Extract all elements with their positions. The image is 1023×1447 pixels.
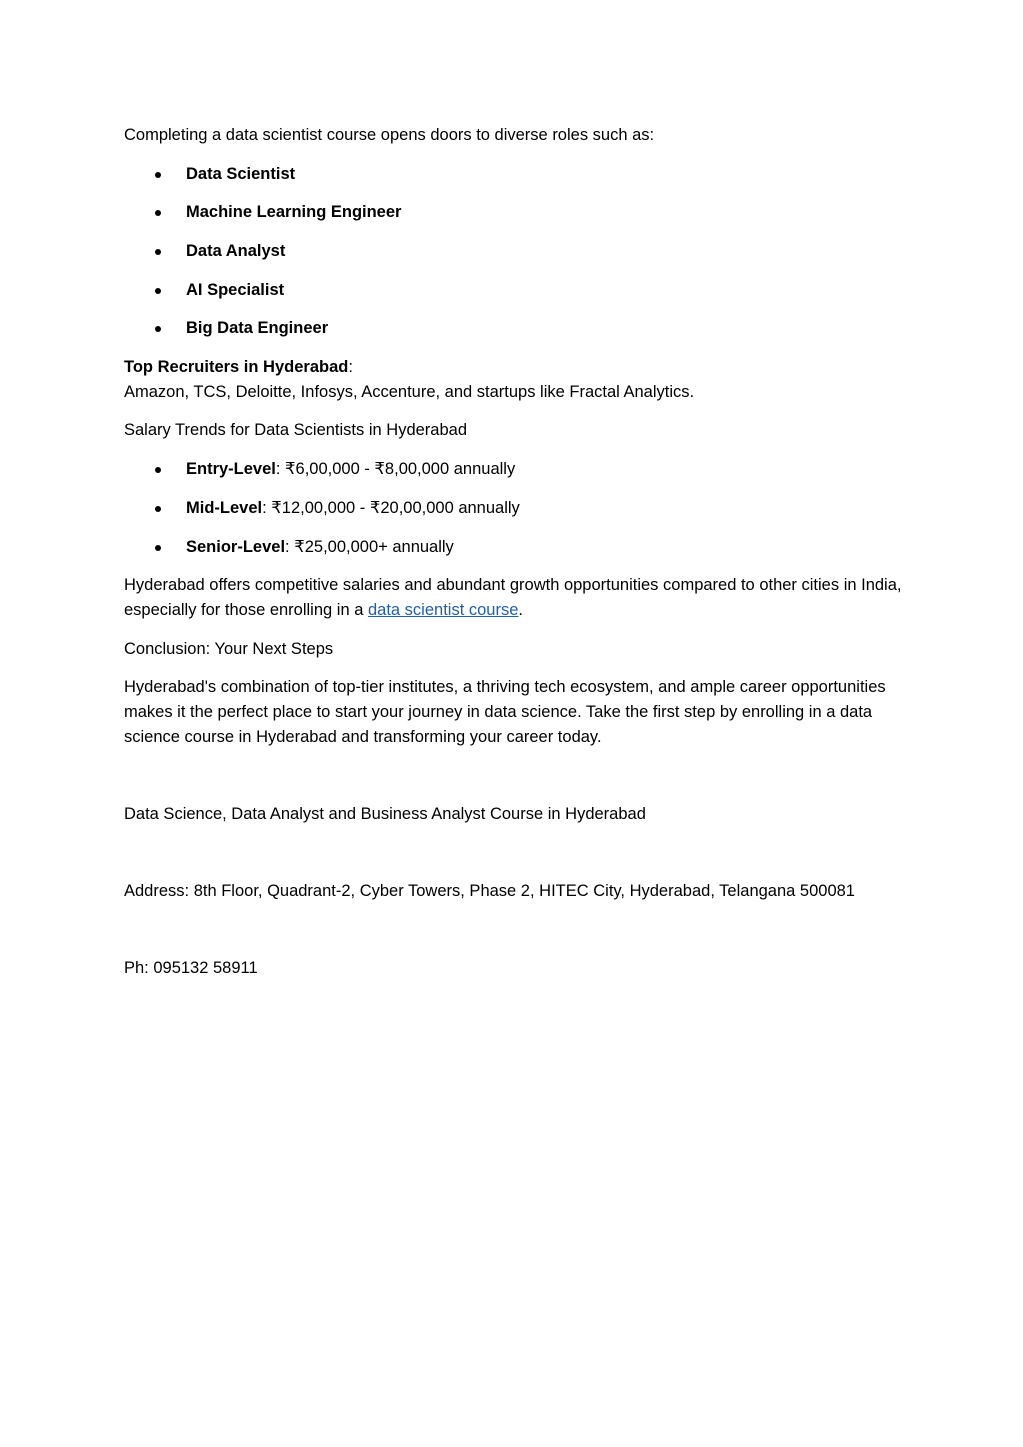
list-item [124,535,904,560]
list-item [124,496,904,521]
list-item [124,200,904,225]
list-item [124,316,904,341]
role-label: Data Scientist [186,164,296,183]
conclusion-paragraph: Hyderabad's combination of top-tier institutes, a thriving tech ecosystem, and ample career opportunities makes it the perfect place to start your journey in data science. Take the first step by enrolling in a data science course in Hyderabad and transforming your career today. [124,678,886,746]
recruiters-colon: : [348,357,353,376]
roles-list [124,162,904,342]
course-title: Data Science, Data Analyst and Business Analyst Course in Hyderabad [124,805,646,823]
role-label: Data Analyst [186,242,286,261]
conclusion-heading: Conclusion: Your Next Steps [124,639,334,658]
bullet-icon [155,172,161,178]
role-label: AI Specialist [186,280,285,299]
growth-text: Hyderabad offers competitive salaries and abundant growth opportunities compared to other cities in India, especially for those enrolling in a [124,576,902,619]
phone-line: Ph: 095132 58911 [124,959,258,977]
list-item [124,239,904,264]
bullet-icon [155,326,161,332]
salary-heading: Salary Trends for Data Scientists in Hyderabad [124,421,467,440]
bullet-icon [155,249,161,255]
list-item [124,162,904,187]
bullet-icon [155,506,161,512]
salary-range: : ₹6,00,000 - ₹8,00,000 annually [275,460,516,479]
data-scientist-course-link[interactable]: data scientist course [367,601,519,619]
document-page [124,123,904,981]
bullet-icon [155,210,161,216]
salary-level: Senior-Level [186,537,286,556]
growth-paragraph [124,573,904,623]
salary-range: : ₹25,00,000+ annually [285,537,454,556]
list-item [124,278,904,303]
recruiters-heading: Top Recruiters in Hyderabad [124,357,349,376]
salary-level: Mid-Level [186,498,263,517]
intro-paragraph: Completing a data scientist course opens doors to diverse roles such as: [124,126,655,144]
list-item [124,457,904,482]
bullet-icon [155,467,161,473]
bullet-icon [155,545,161,551]
role-label: Machine Learning Engineer [186,203,402,222]
salary-list [124,457,904,559]
recruiters-heading-line [124,355,904,380]
salary-level: Entry-Level [186,460,276,479]
bullet-icon [155,288,161,294]
salary-range: : ₹12,00,000 - ₹20,00,000 annually [262,498,520,517]
role-label: Big Data Engineer [186,319,329,338]
recruiters-text: Amazon, TCS, Deloitte, Infosys, Accenture, and startups like Fractal Analytics. [124,382,695,401]
growth-end: . [518,601,523,619]
address-line: Address: 8th Floor, Quadrant-2, Cyber Towers, Phase 2, HITEC City, Hyderabad, Telangana 500081 [124,882,855,900]
